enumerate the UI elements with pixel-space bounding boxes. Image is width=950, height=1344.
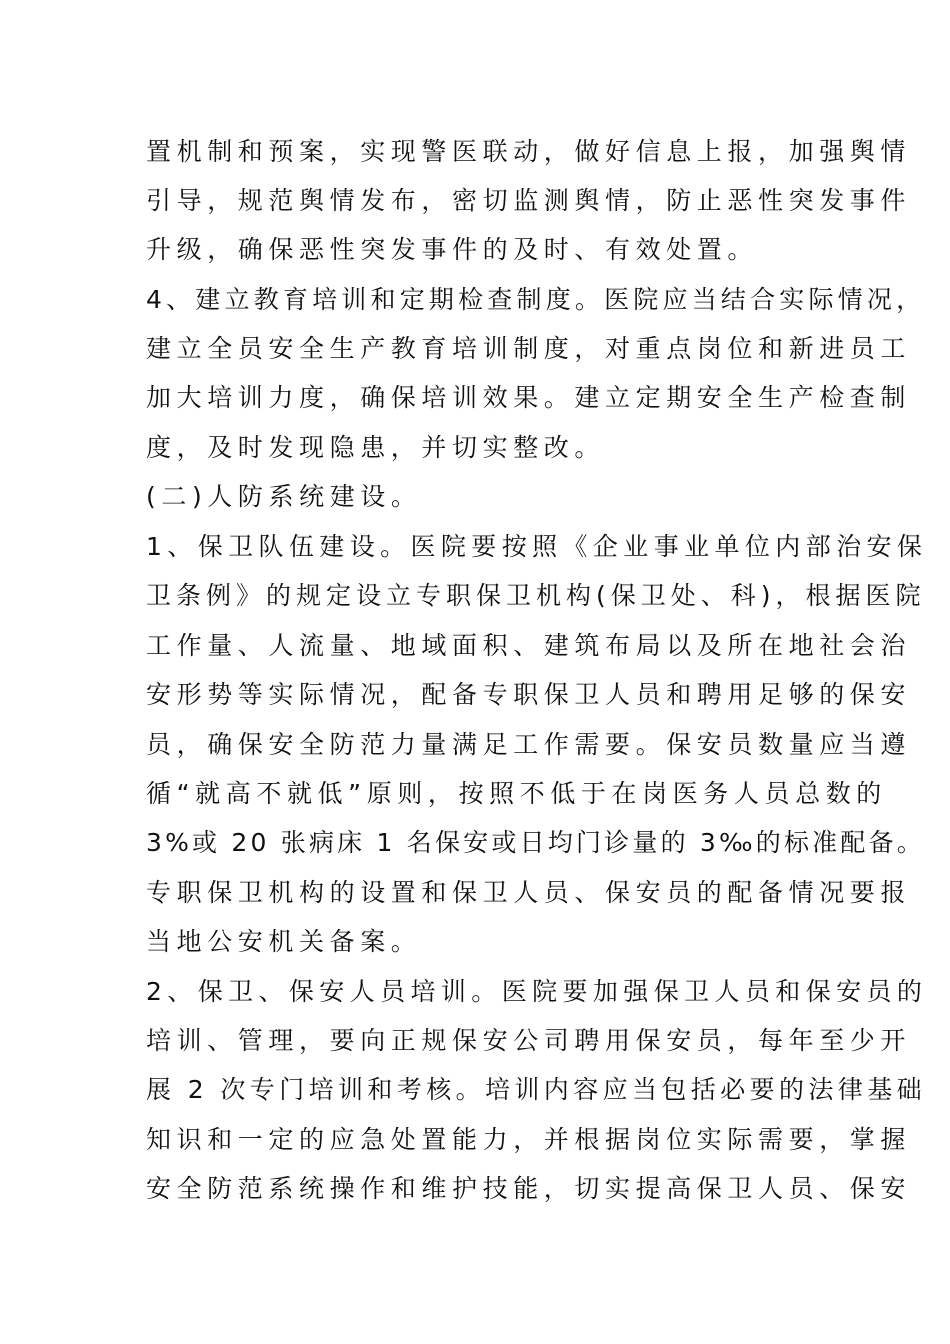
- text-line: 知识和一定的应急处置能力，并根据岗位实际需要，掌握: [146, 1125, 912, 1154]
- text-line: 卫条例》的规定设立专职保卫机构(保卫处、科)，根据医院: [146, 581, 926, 610]
- text-line: 培训、管理，要向正规保安公司聘用保安员，每年至少开: [146, 1026, 912, 1055]
- text-line: 员，确保安全防范力量满足工作需要。保安员数量应当遵: [146, 730, 912, 759]
- text-line: 升级，确保恶性突发事件的及时、有效处置。: [146, 235, 759, 264]
- text-line: 置机制和预案，实现警医联动，做好信息上报，加强舆情: [146, 137, 912, 166]
- text-line: 展 2 次专门培训和考核。培训内容应当包括必要的法律基础: [146, 1075, 927, 1104]
- text-line: 安全防范系统操作和维护技能，切实提高保卫人员、保安: [146, 1174, 912, 1203]
- text-line: 建立全员安全生产教育培训制度，对重点岗位和新进员工: [146, 334, 912, 363]
- text-line: 4、建立教育培训和定期检查制度。医院应当结合实际情况，: [146, 285, 926, 314]
- text-line: 3%或 20 张病床 1 名保安或日均门诊量的 3‰的标准配备。: [146, 828, 925, 857]
- section-heading: (二)人防系统建设。: [146, 482, 422, 511]
- text-line: 安形势等实际情况，配备专职保卫人员和聘用足够的保安: [146, 680, 912, 709]
- text-line: 循“就高不就低”原则，按照不低于在岗医务人员总数的: [146, 779, 887, 808]
- text-line: 2、保卫、保安人员培训。医院要加强保卫人员和保安员的: [146, 977, 928, 1006]
- text-line: 当地公安机关备案。: [146, 927, 422, 956]
- text-line: 引导，规范舆情发布，密切监测舆情，防止恶性突发事件: [146, 186, 912, 215]
- text-line: 工作量、人流量、地域面积、建筑布局以及所在地社会治: [146, 631, 912, 660]
- text-line: 度，及时发现隐患，并切实整改。: [146, 433, 606, 462]
- text-line: 1、保卫队伍建设。医院要按照《企业事业单位内部治安保: [146, 532, 928, 561]
- text-line: 加大培训力度，确保培训效果。建立定期安全生产检查制: [146, 383, 912, 412]
- text-line: 专职保卫机构的设置和保卫人员、保安员的配备情况要报: [146, 878, 912, 907]
